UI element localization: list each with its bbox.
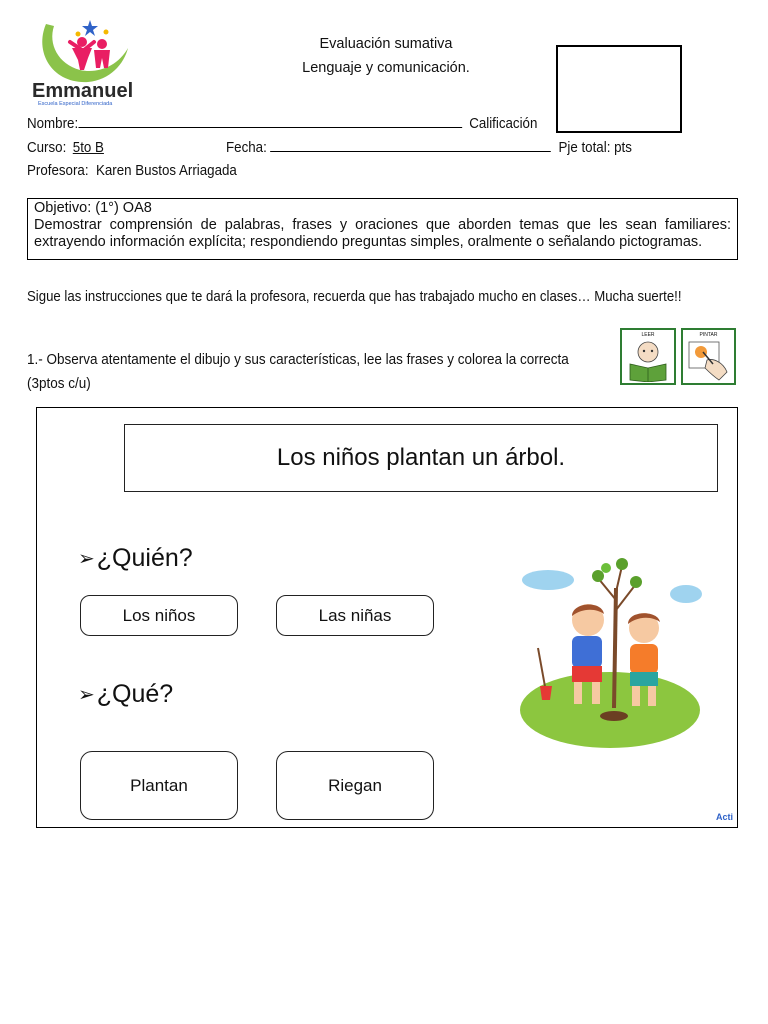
question-who-label: ¿Quién? bbox=[96, 544, 193, 572]
option-los-ninos[interactable]: Los niños bbox=[80, 595, 238, 636]
course-row bbox=[27, 140, 104, 156]
objective-box bbox=[27, 198, 738, 260]
option-riegan[interactable]: Riegan bbox=[276, 751, 434, 820]
sentence-box bbox=[124, 424, 718, 492]
date-row bbox=[226, 140, 632, 156]
school-logo bbox=[32, 12, 132, 108]
score-box[interactable] bbox=[556, 45, 682, 133]
option-las-ninas[interactable]: Las niñas bbox=[276, 595, 434, 636]
arrow-bullet-icon: ➢ bbox=[78, 548, 95, 570]
name-field[interactable] bbox=[78, 127, 462, 128]
question-who bbox=[78, 544, 193, 573]
sentence-text: Los niños plantan un árbol. bbox=[276, 444, 566, 471]
objective-title: Objetivo: (1°) OA8 bbox=[34, 200, 152, 216]
question-what bbox=[78, 680, 173, 709]
course-label: Curso: bbox=[27, 140, 67, 156]
grade-label: Calificación bbox=[469, 116, 538, 132]
arrow-bullet-icon: ➢ bbox=[78, 684, 95, 706]
question-1-text: 1.- Observa atentamente el dibujo y sus características, lee las frases y colorea la correcta (3ptos c/u) bbox=[27, 351, 569, 392]
school-name: Emmanuel bbox=[32, 80, 134, 102]
school-subtitle: Escuela Especial Diferenciada bbox=[38, 101, 113, 107]
teacher-value: Karen Bustos Arriagada bbox=[95, 163, 237, 179]
objective-text: Demostrar comprensión de palabras, frases y oraciones que aborden temas que les sean familiares: extrayendo información explícita; respondiendo preguntas simples, oralmente o señalando pictogramas. bbox=[34, 217, 731, 250]
question-what-label: ¿Qué? bbox=[96, 680, 174, 708]
coloring-hand-icon bbox=[683, 338, 734, 382]
date-field[interactable] bbox=[271, 151, 552, 152]
pictogram-read-label: LEER bbox=[641, 332, 655, 338]
kids-planting-illustration bbox=[510, 548, 710, 750]
name-label: Nombre: bbox=[27, 116, 79, 132]
watermark-text: Acti bbox=[716, 812, 734, 822]
date-label: Fecha: bbox=[226, 140, 267, 156]
name-row bbox=[27, 116, 537, 132]
teacher-row bbox=[27, 163, 237, 179]
course-value: 5to B bbox=[72, 140, 104, 156]
pictogram-paint-label: PINTAR bbox=[699, 332, 718, 338]
pictogram-read bbox=[620, 328, 676, 385]
exam-subject: Lenguaje y comunicación. bbox=[302, 60, 470, 76]
teacher-label: Profesora: bbox=[27, 163, 89, 179]
option-plantan[interactable]: Plantan bbox=[80, 751, 238, 820]
pictogram-paint bbox=[681, 328, 736, 385]
exam-title: Evaluación sumativa bbox=[319, 36, 453, 52]
instructions-text: Sigue las instrucciones que te dará la profesora, recuerda que has trabajado mucho en clases… Mucha suerte!! bbox=[27, 288, 682, 305]
kids-planting-tree-icon bbox=[510, 548, 710, 750]
total-label: Pje total: pts bbox=[558, 140, 632, 156]
reading-child-icon bbox=[622, 338, 674, 382]
